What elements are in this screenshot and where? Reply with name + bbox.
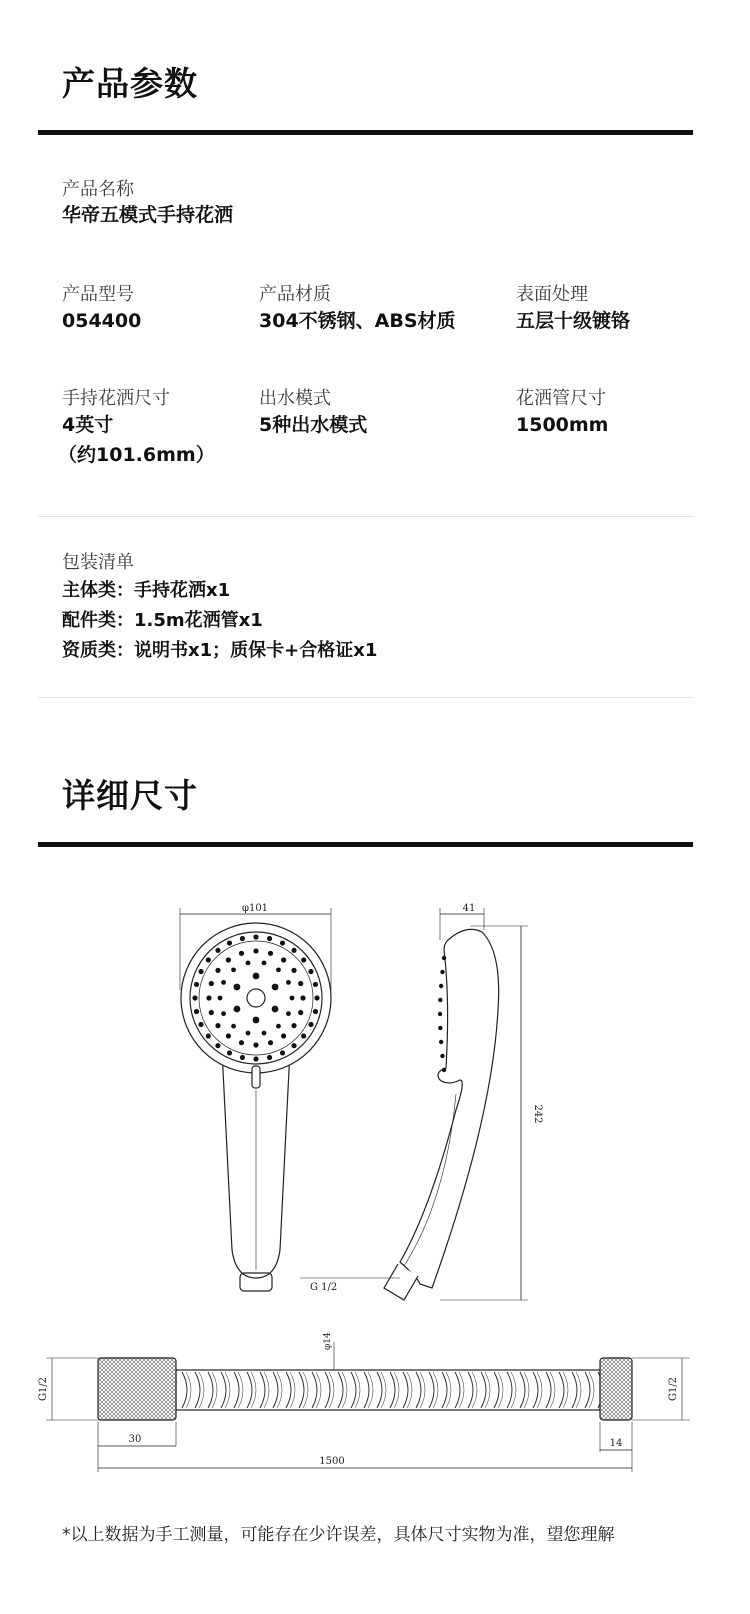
package-line-documents: 资质类：说明书x1；质保卡+合格证x1	[62, 640, 378, 661]
nozzle	[194, 982, 199, 987]
nozzle	[253, 934, 258, 939]
nozzle	[298, 981, 303, 986]
footnote: *以上数据为手工测量，可能存在少许误差，具体尺寸实物为准，望您理解	[62, 1525, 615, 1545]
nozzle	[231, 1024, 236, 1029]
nozzle	[246, 961, 251, 966]
nozzle	[308, 969, 313, 974]
nozzle	[226, 957, 231, 962]
nozzle	[276, 967, 281, 972]
nozzle	[206, 1033, 211, 1038]
nozzle	[234, 984, 241, 991]
nozzle	[286, 980, 291, 985]
nozzle	[267, 1055, 272, 1060]
nozzle	[221, 980, 226, 985]
nozzle	[276, 1024, 281, 1029]
nozzle	[215, 1043, 220, 1048]
nozzle	[194, 1009, 199, 1014]
title-divider-params	[38, 130, 693, 135]
side-nozzle	[440, 1054, 444, 1058]
front-view	[180, 908, 331, 1291]
nozzle	[253, 1042, 258, 1047]
nozzle	[268, 1040, 273, 1045]
hose-diameter-dim: φ14	[323, 1332, 333, 1350]
side-nozzle	[439, 984, 443, 988]
left-thread-dim: G1/2	[38, 1376, 49, 1402]
side-nozzle	[438, 1012, 442, 1016]
nozzle	[308, 1022, 313, 1027]
nozzle	[226, 1033, 231, 1038]
nozzle	[192, 995, 197, 1000]
side-nozzles	[438, 956, 446, 1072]
thread-dim: G 1/2	[310, 1282, 338, 1293]
section-title-params: 产品参数	[62, 64, 198, 103]
nozzle	[313, 1009, 318, 1014]
package-line-accessory: 配件类：1.5m花洒管x1	[62, 610, 263, 631]
side-nozzle	[438, 1026, 442, 1030]
nozzle	[291, 948, 296, 953]
head-size-label: 手持花洒尺寸	[62, 388, 170, 409]
dimension-drawing	[0, 880, 750, 1480]
nozzle	[246, 1031, 251, 1036]
nozzle	[227, 940, 232, 945]
side-nozzle	[438, 998, 442, 1002]
nozzle	[300, 995, 305, 1000]
nozzle	[215, 1023, 220, 1028]
nozzle	[262, 961, 267, 966]
hose-size-value: 1500mm	[516, 414, 609, 436]
nozzle	[298, 1010, 303, 1015]
nozzle	[215, 968, 220, 973]
model-label: 产品型号	[62, 284, 134, 305]
nozzle	[253, 1056, 258, 1061]
nozzle	[240, 1055, 245, 1060]
nozzle	[206, 957, 211, 962]
nozzle	[227, 1050, 232, 1055]
nozzle	[262, 1031, 267, 1036]
material-value: 304不锈钢、ABS材质	[259, 310, 456, 332]
nozzle	[290, 996, 295, 1001]
nozzle	[240, 936, 245, 941]
spray-mode-label: 出水模式	[259, 388, 331, 409]
nozzle	[291, 968, 296, 973]
nozzle	[301, 957, 306, 962]
nozzle	[253, 973, 260, 980]
side-nozzle	[442, 1068, 446, 1072]
divider	[38, 516, 693, 517]
nozzle	[239, 1040, 244, 1045]
finish-label: 表面处理	[516, 284, 588, 305]
nozzle	[267, 936, 272, 941]
nozzle	[291, 1043, 296, 1048]
product-name-value: 华帝五模式手持花洒	[62, 204, 234, 226]
nozzle	[268, 951, 273, 956]
left-nut-dim: 30	[128, 1434, 142, 1445]
hose-length-dim: 1500	[319, 1456, 345, 1467]
nozzle	[280, 1050, 285, 1055]
spray-mode-value: 5种出水模式	[259, 414, 368, 436]
side-depth-dim: 41	[462, 903, 476, 914]
nozzle	[198, 969, 203, 974]
nozzle	[209, 1010, 214, 1015]
nozzle	[291, 1023, 296, 1028]
nozzle	[231, 967, 236, 972]
nozzle	[239, 951, 244, 956]
product-name-label: 产品名称	[62, 179, 134, 200]
nozzle	[272, 1006, 279, 1013]
head-size-value: 4英寸	[62, 414, 114, 436]
nozzle	[209, 981, 214, 986]
divider	[38, 697, 693, 698]
hose-size-label: 花洒管尺寸	[516, 388, 606, 409]
material-label: 产品材质	[259, 284, 331, 305]
nozzle	[281, 957, 286, 962]
side-nozzle	[442, 956, 446, 960]
head-size-value-metric: （约101.6mm）	[58, 444, 215, 466]
finish-value: 五层十级镀铬	[516, 310, 631, 332]
nozzle	[272, 984, 279, 991]
hose	[46, 1342, 690, 1472]
section-title-dimensions: 详细尺寸	[62, 776, 198, 815]
title-divider-dimensions	[38, 842, 693, 847]
right-thread-dim: G1/2	[668, 1376, 679, 1402]
package-line-body: 主体类：手持花洒x1	[62, 580, 231, 601]
side-view	[300, 908, 528, 1300]
nozzle	[281, 1033, 286, 1038]
nozzle	[215, 948, 220, 953]
side-nozzle	[440, 970, 444, 974]
nozzle	[221, 1011, 226, 1016]
side-height-dim: 242	[532, 1104, 543, 1124]
side-nozzle	[439, 1040, 443, 1044]
head-diameter-dim: φ101	[241, 903, 269, 914]
nozzle	[206, 995, 211, 1000]
nozzle	[198, 1022, 203, 1027]
nozzle	[314, 995, 319, 1000]
nozzle	[301, 1033, 306, 1038]
nozzle	[234, 1006, 241, 1013]
nozzle	[286, 1011, 291, 1016]
nozzle	[280, 940, 285, 945]
nozzle	[253, 1017, 260, 1024]
nozzle	[218, 996, 223, 1001]
package-label: 包装清单	[62, 552, 134, 573]
model-value: 054400	[62, 310, 142, 332]
nozzle	[313, 982, 318, 987]
nozzle	[253, 948, 258, 953]
right-nut-dim: 14	[609, 1438, 623, 1449]
